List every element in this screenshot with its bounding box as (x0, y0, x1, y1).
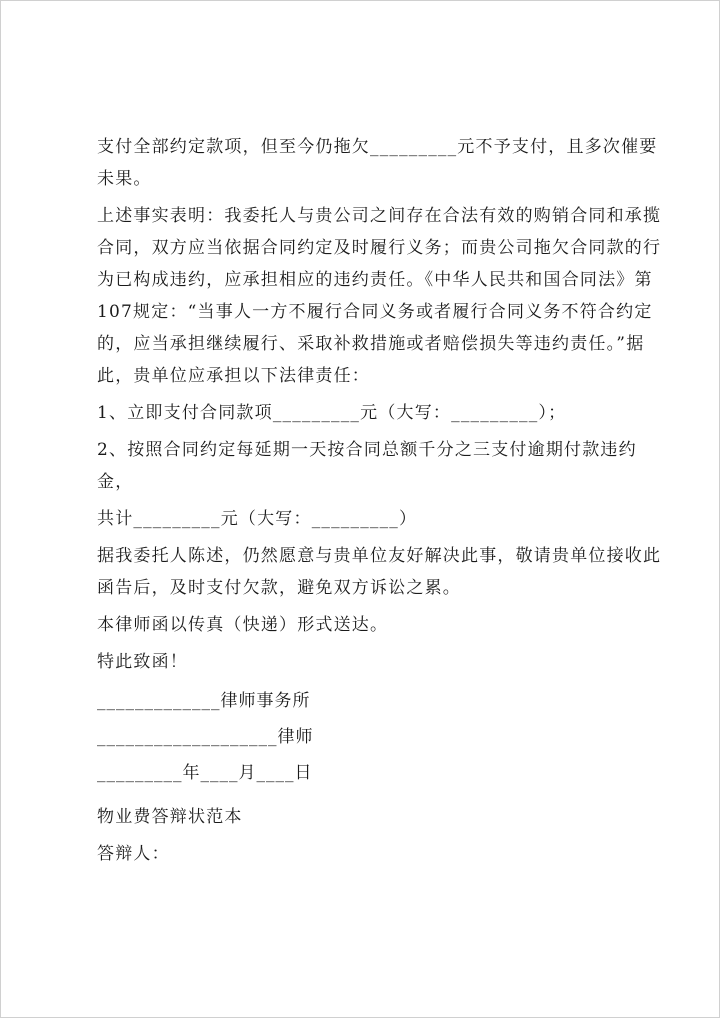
paragraph-liability-2: 2、按照合同约定每延期一天按合同总额千分之三支付逾期付款违约金， (97, 440, 637, 492)
signature-firm: _____________律师事务所 (97, 691, 311, 711)
paragraph-facts: 上述事实表明：我委托人与贵公司之间存在合法有效的购销合同和承揽合同，双方应当依据合同约定及时履行义务；而贵公司拖欠合同款的行为已构成违约，应承担相应的违约责任。《中华人民共和国合同法》第107规定：“当事人一方不履行合同义务或者履行合同义务不符合约定的，应当承担继续履行、采取补救措施或者赔偿损失等违约责任。”据此，贵单位应承担以下法律责任： (97, 206, 662, 386)
paragraph-closing: 特此致函！ (97, 652, 188, 672)
paragraph-liability-1: 1、立即支付合同款项_________元（大写：_________）； (97, 403, 567, 423)
paragraph-unpaid-amount: 支付全部约定款项，但至今仍拖欠_________元不予支付，且多次催要未果。 (97, 137, 658, 189)
signature-date: _________年____月____日 (97, 763, 313, 783)
signature-lawyer: ___________________律师 (97, 727, 314, 747)
document-body (97, 131, 663, 870)
paragraph-delivery: 本律师函以传真（快递）形式送达。 (97, 615, 389, 635)
next-document-title: 物业费答辩状范本 (97, 807, 243, 827)
paragraph-request: 据我委托人陈述，仍然愿意与贵单位友好解决此事，敬请贵单位接收此函告后，及时支付欠款，避免双方诉讼之累。 (97, 546, 662, 598)
next-document-respondent: 答辩人： (97, 844, 170, 864)
paragraph-liability-2-total: 共计_________元（大写：_________） (97, 509, 418, 529)
